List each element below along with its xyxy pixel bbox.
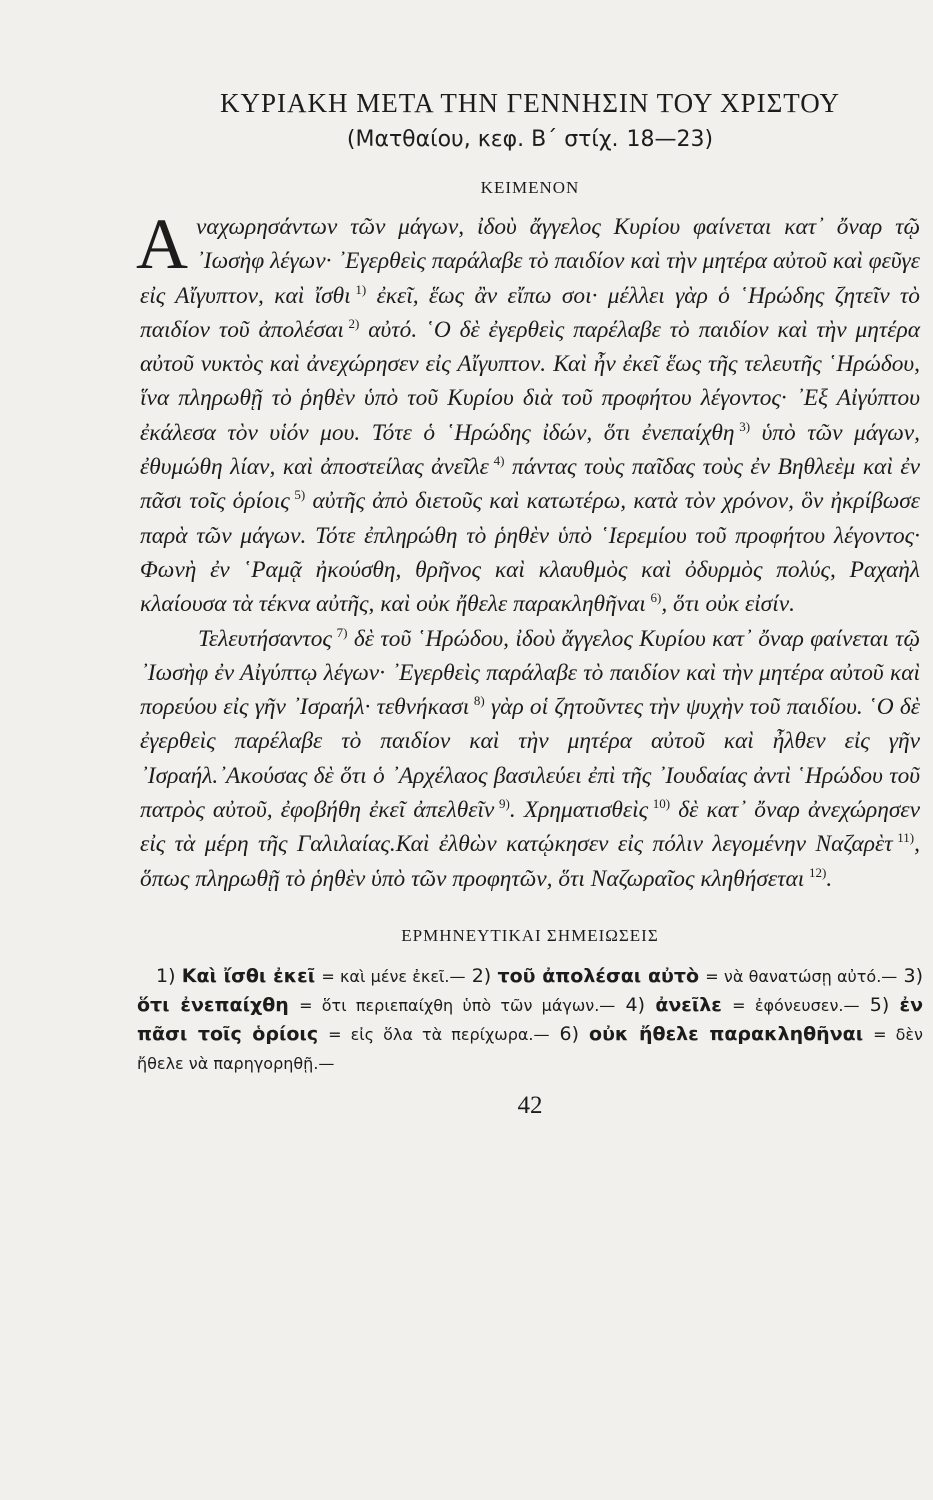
note-gloss: = ὅτι περιεπαίχθη ὑπὸ τῶν μάγων.— [299,995,616,1015]
scripture-reference [140,127,920,152]
explanatory-notes [137,962,923,1078]
note-gloss: = δὲν ἤθελε νὰ παρηγορηθῇ.— [137,1024,923,1073]
note-term: ἐν πᾶσι τοῖς ὁρίοις [137,993,924,1045]
footnote-ref-9: 9) [499,796,510,812]
footnote-ref-10: 10) [652,796,671,812]
note-term: Καὶ ἴσθι ἐκεῖ [181,964,316,987]
footnote-ref-8: 8) [473,693,485,709]
note-3: 3) ὅτι ἐνεπαίχθη = ὅτι περιεπαίχθη ὑπὸ τῶν μάγων.— [137,964,924,1016]
note-2: 2) τοῦ ἀπολέσαι αὐτὸ = νὰ θανατώσῃ αὐτό.— [471,964,898,987]
footnote-ref-6: 6) [650,590,662,606]
chapter-title: ΚΥΡΙΑΚΗ ΜΕΤΑ ΤΗΝ ΓΕΝΝΗΣΙΝ ΤΟΥ ΧΡΙΣΤΟΥ [220,88,840,118]
text-segment: . [826,865,833,892]
footnote-ref-11: 11) [897,830,915,846]
text-segment: πάντας τοὺς παῖδας τοὺς ἐν Βηθλεὲμ καὶ ἐν πᾶσι τοῖς ὁρίοις [140,454,920,515]
note-4: 4) ἀνεῖλε = ἐφόνευσεν.— [625,993,860,1016]
paragraph-1 [136,204,921,622]
paragraph-2 [140,622,920,896]
reference-book: (Ματθαίου, κεφ. Β΄ στίχ. [346,127,619,152]
text-segment: αὐτῆς ἀπὸ διετοῦς καὶ κατωτέρω, κατὰ τὸν χρόνον, ὃν ἠκρίβωσε παρὰ τῶν μάγων. Τότε ἐπληρώθη τὸ ῥηθὲν ὑπὸ ῾Ιερεμίου τοῦ προφήτου λέγοντος· Φωνὴ ἐν ῾Ραμᾷ ἠκούσθη, θρῆνος καὶ κλαυθμὸς καὶ ὀδυρμὸς πολύς, Ραχαὴλ κλαίουσα τὰ τέκνα αὐτῆς, καὶ οὐκ ἤθελε παρακληθῆναι [140,488,920,618]
note-5: 5) ἐν πᾶσι τοῖς ὁρίοις = εἰς ὅλα τὰ περίχωρα.— [137,993,924,1045]
footnote-ref-7: 7) [336,624,348,640]
text-segment: , ὅπως πληρωθῇ τὸ ῥηθὲν ὑπὸ τῶν προφητῶν, ὅτι Ναζωραῖος κληθήσεται [140,831,920,892]
gospel-text [136,204,921,896]
section-heading-text: ΚΕΙΜΕΝΟΝ [480,178,580,197]
footnote-ref-12: 12) [808,864,827,880]
note-gloss: = νὰ θανατώσῃ αὐτό.— [705,966,898,986]
text-segment: γὰρ οἱ ζητοῦντες τὴν ψυχὴν τοῦ παιδίου. ῾Ο δὲ ἐγερθεὶς παρέλαβε τὸ παιδίον καὶ τὴν μητέρα αὐτοῦ καὶ ἦλθεν εἰς γῆν ᾽Ισραήλ.᾽Ακούσας δὲ ὅτι ὁ ᾽Αρχέλαος βασιλεύει ἐπὶ τῆς ᾽Ιουδαίας ἀντὶ ῾Ηρώδου τοῦ πατρὸς αὐτοῦ, ἐφοβήθη ἐκεῖ ἀπελθεῖν [140,694,920,824]
note-6: 6) οὐκ ἤθελε παρακληθῆναι = δὲν ἤθελε νὰ παρηγορηθῇ.— [137,1022,923,1073]
reference-verses: 18—23) [626,127,714,152]
note-gloss: = καὶ μένε ἐκεῖ.— [321,966,466,986]
note-1: 1) Καὶ ἴσθι ἐκεῖ = καὶ μένε ἐκεῖ.— [156,964,466,987]
page-number: 42 [517,1091,543,1119]
text-segment: ὑπὸ τῶν μάγων, ἐθυμώθη λίαν, καὶ ἀποστείλας ἀνεῖλε [140,419,920,481]
footnote-ref-4: 4) [493,453,505,469]
text-segment: . Χρηματισθεὶς [509,797,649,824]
footnote-ref-1: 1) [355,281,367,297]
note-term: τοῦ ἀπολέσαι αὐτὸ [497,964,700,987]
note-term: ὅτι ἐνεπαίχθη [137,993,289,1016]
note-term: οὐκ ἤθελε παρακληθῆναι [589,1022,864,1045]
note-term: ἀνεῖλε [655,993,722,1016]
notes-heading: ΕΡΜΗΝΕΥΤΙΚΑΙ ΣΗΜΕΙΩΣΕΙΣ [401,925,659,945]
note-gloss: = εἰς ὅλα τὰ περίχωρα.— [328,1024,550,1044]
text-segment: ναχωρησάντων τῶν μάγων, ἰδοὺ ἄγγελος Κυρίου φαίνεται κατ᾽ ὄναρ τῷ ᾽Ιωσὴφ λέγων· ᾽Εγερθεὶς παράλαβε τὸ παιδίον καὶ τὴν μητέρα αὐτοῦ καὶ φεῦγε εἰς Αἴγυπτον, καὶ ἴσθι [140,214,920,309]
text-segment: δὲ τοῦ ῾Ηρώδου, ἰδοὺ ἄγγελος Κυρίου κατ᾽ ὄναρ φαίνεται τῷ ᾽Ιωσὴφ ἐν Αἰγύπτῳ λέγων· ᾽Εγερθεὶς παράλαβε τὸ παιδίον καὶ τὴν μητέρα αὐτοῦ καὶ πορεύου εἰς γῆν ᾽Ισραήλ· τεθνήκασι [140,625,920,721]
drop-cap: Α [136,204,188,284]
footnote-ref-2: 2) [348,315,360,331]
text-segment: Τελευτήσαντος [198,625,332,652]
footnote-ref-5: 5) [294,487,306,503]
text-segment: δὲ κατ᾽ ὄναρ ἀνεχώρησεν εἰς τὰ μέρη τῆς Γαλιλαίας.Καὶ ἐλθὼν κατῴκησεν εἰς πόλιν λεγομένην Ναζαρὲτ [140,797,920,858]
text-segment: , ὅτι οὐκ εἰσίν. [661,591,795,618]
text-segment: αὐτό. ῾Ο δὲ ἐγερθεὶς παρέλαβε τὸ παιδίον καὶ τὴν μητέρα αὐτοῦ νυκτὸς καὶ ἀνεχώρησεν εἰς Αἴγυπτον. Καὶ ἦν ἐκεῖ ἕως τῆς τελευτῆς ῾Ηρώδου, ἵνα πληρωθῇ τὸ ῥηθὲν ὑπὸ τοῦ Κυρίου διὰ τοῦ προφήτου λέγοντος· ᾽Εξ Αἰγύπτου ἐκάλεσα τὸν υἱόν μου. Τότε ὁ ῾Ηρώδης ἰδών, ὅτι ἐνεπαίχθη [140,316,920,446]
page [136,88,924,1120]
note-gloss: = ἐφόνευσεν.— [732,995,860,1015]
footnote-ref-3: 3) [739,418,751,434]
text-segment: ἐκεῖ, ἕως ἂν εἴπω σοι· μέλλει γὰρ ὁ ῾Ηρώδης ζητεῖν τὸ παιδίον τοῦ ἀπολέσαι [140,282,921,343]
